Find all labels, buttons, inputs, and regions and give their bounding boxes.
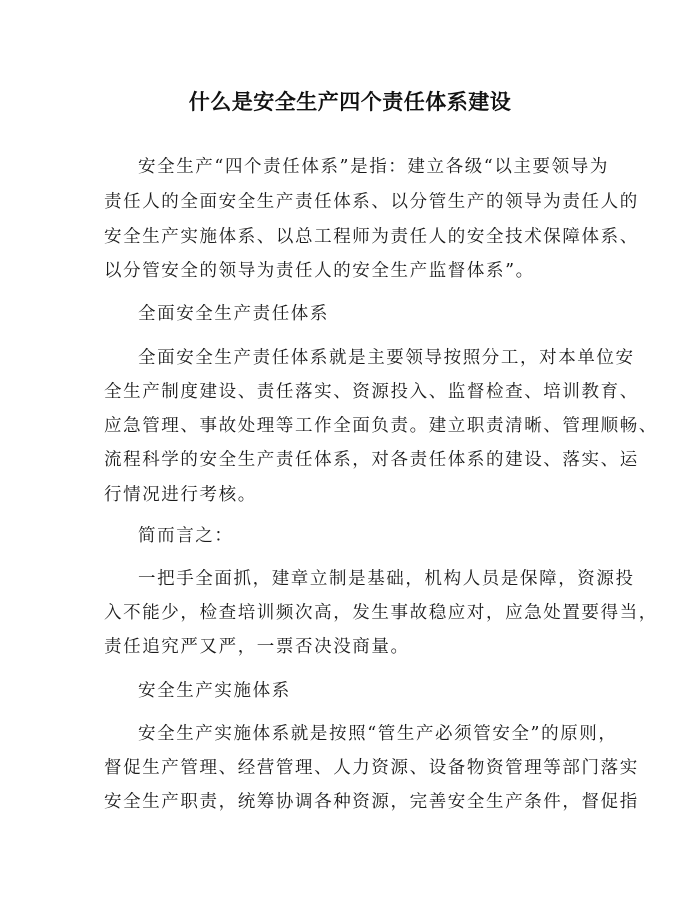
section-heading: 安全生产实施体系 (138, 681, 291, 701)
paragraph-line: 安全生产职责，统筹协调各种资源，完善安全生产条件，督促指 (104, 792, 639, 812)
paragraph-line: 安全生产实施体系、以总工程师为责任人的安全技术保障体系、 (104, 227, 639, 247)
paragraph-line: 入不能少，检查培训频次高，发生事故稳应对，应急处置要得当， (104, 603, 658, 623)
paragraph-line: 应急管理、事故处理等工作全面负责。建立职责清晰、管理顺畅、 (104, 416, 658, 436)
paragraph-line: 责任追究严又严，一票否决没商量。 (104, 637, 410, 657)
paragraph-line: 以分管安全的领导为责任人的安全生产监督体系”。 (104, 261, 535, 281)
paragraph-line: 责任人的全面安全生产责任体系、以分管生产的领导为责任人的 (104, 192, 639, 212)
paragraph-line: 全生产制度建设、责任落实、资源投入、监督检查、培训教育、 (104, 382, 639, 402)
section-heading: 简而言之： (138, 526, 234, 546)
paragraph-line: 安全生产“四个责任体系”是指：建立各级“以主要领导为 (138, 157, 609, 177)
paragraph-line: 安全生产实施体系就是按照“管生产必须管安全”的原则， (138, 724, 618, 744)
section-heading: 全面安全生产责任体系 (138, 304, 329, 324)
paragraph-line: 流程科学的安全生产责任体系，对各责任体系的建设、落实、运 (104, 450, 639, 470)
paragraph-line: 一把手全面抓，建章立制是基础，机构人员是保障，资源投 (138, 569, 635, 589)
document-title: 什么是安全生产四个责任体系建设 (188, 90, 512, 114)
paragraph-line: 全面安全生产责任体系就是主要领导按照分工，对本单位安 (138, 348, 635, 368)
paragraph-line: 督促生产管理、经营管理、人力资源、设备物资管理等部门落实 (104, 758, 639, 778)
paragraph-line: 行情况进行考核。 (104, 485, 257, 505)
